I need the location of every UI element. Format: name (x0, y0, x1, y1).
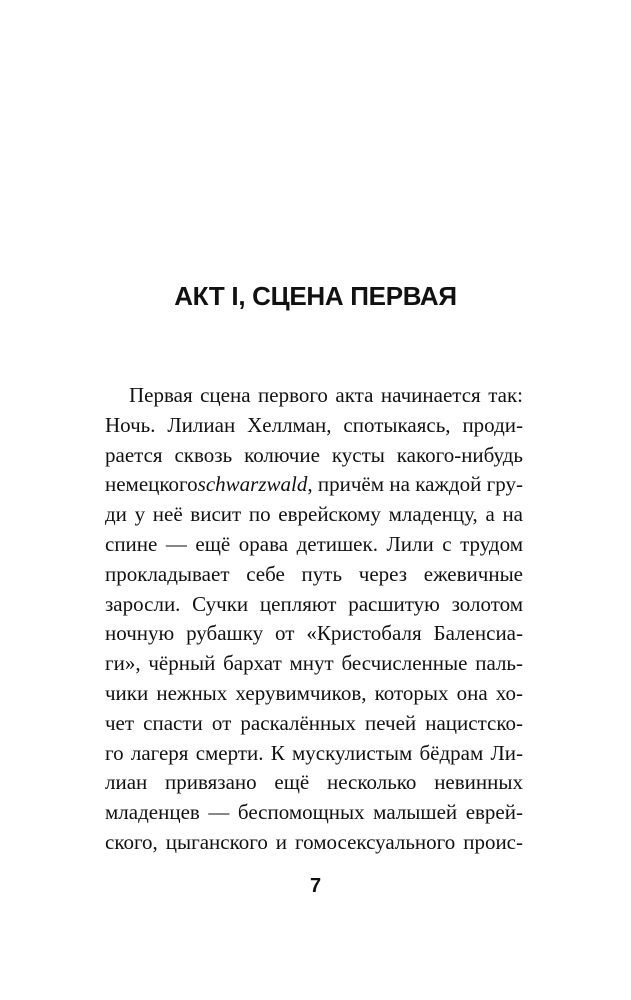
text-line: ди у неё висит по еврейскому младенцу, а на (105, 502, 523, 527)
text-line: ги», чёрный бархат мнут бесчисленные паль- (105, 651, 523, 676)
text-line: лиан привязано ещё несколько невинных (105, 770, 523, 795)
text-segment: немецкого (105, 472, 198, 497)
text-line: спине — ещё орава детишек. Лили с трудом (105, 531, 523, 556)
page-number: 7 (309, 875, 322, 897)
text-line: го лагеря смерти. К мускулистым бёдрам Ли- (105, 740, 523, 765)
text-line: чики нежных херувимчиков, которых она хо- (105, 680, 523, 705)
text-line: чет спасти от раскалённых печей нацистско- (105, 710, 523, 735)
text-line: рается сквозь колючие кусты какого-нибудь (105, 442, 523, 467)
text-line: младенцев — беспомощных малышей еврей- (105, 800, 523, 825)
text-line: Ночь. Лилиан Хеллман, спотыкаясь, проди- (105, 412, 523, 437)
text-line: ночную рубашку от «Кристобаля Баленсиа- (105, 621, 523, 646)
text-segment: , причём на каждой гру- (307, 472, 523, 497)
text-line: Первая сцена первого акта начинается так: (129, 383, 523, 407)
chapter-title: АКТ I, СЦЕНА ПЕРВАЯ (174, 281, 457, 311)
text-line (105, 470, 523, 500)
text-line: прокладывает себе путь через ежевичные (105, 561, 523, 586)
body-text (105, 381, 523, 858)
text-line: заросли. Сучки цепляют расшитую золотом (105, 591, 523, 616)
italic-word: schwarzwald (197, 472, 308, 497)
text-line: ского, цыганского и гомосексуального проис- (105, 829, 523, 854)
